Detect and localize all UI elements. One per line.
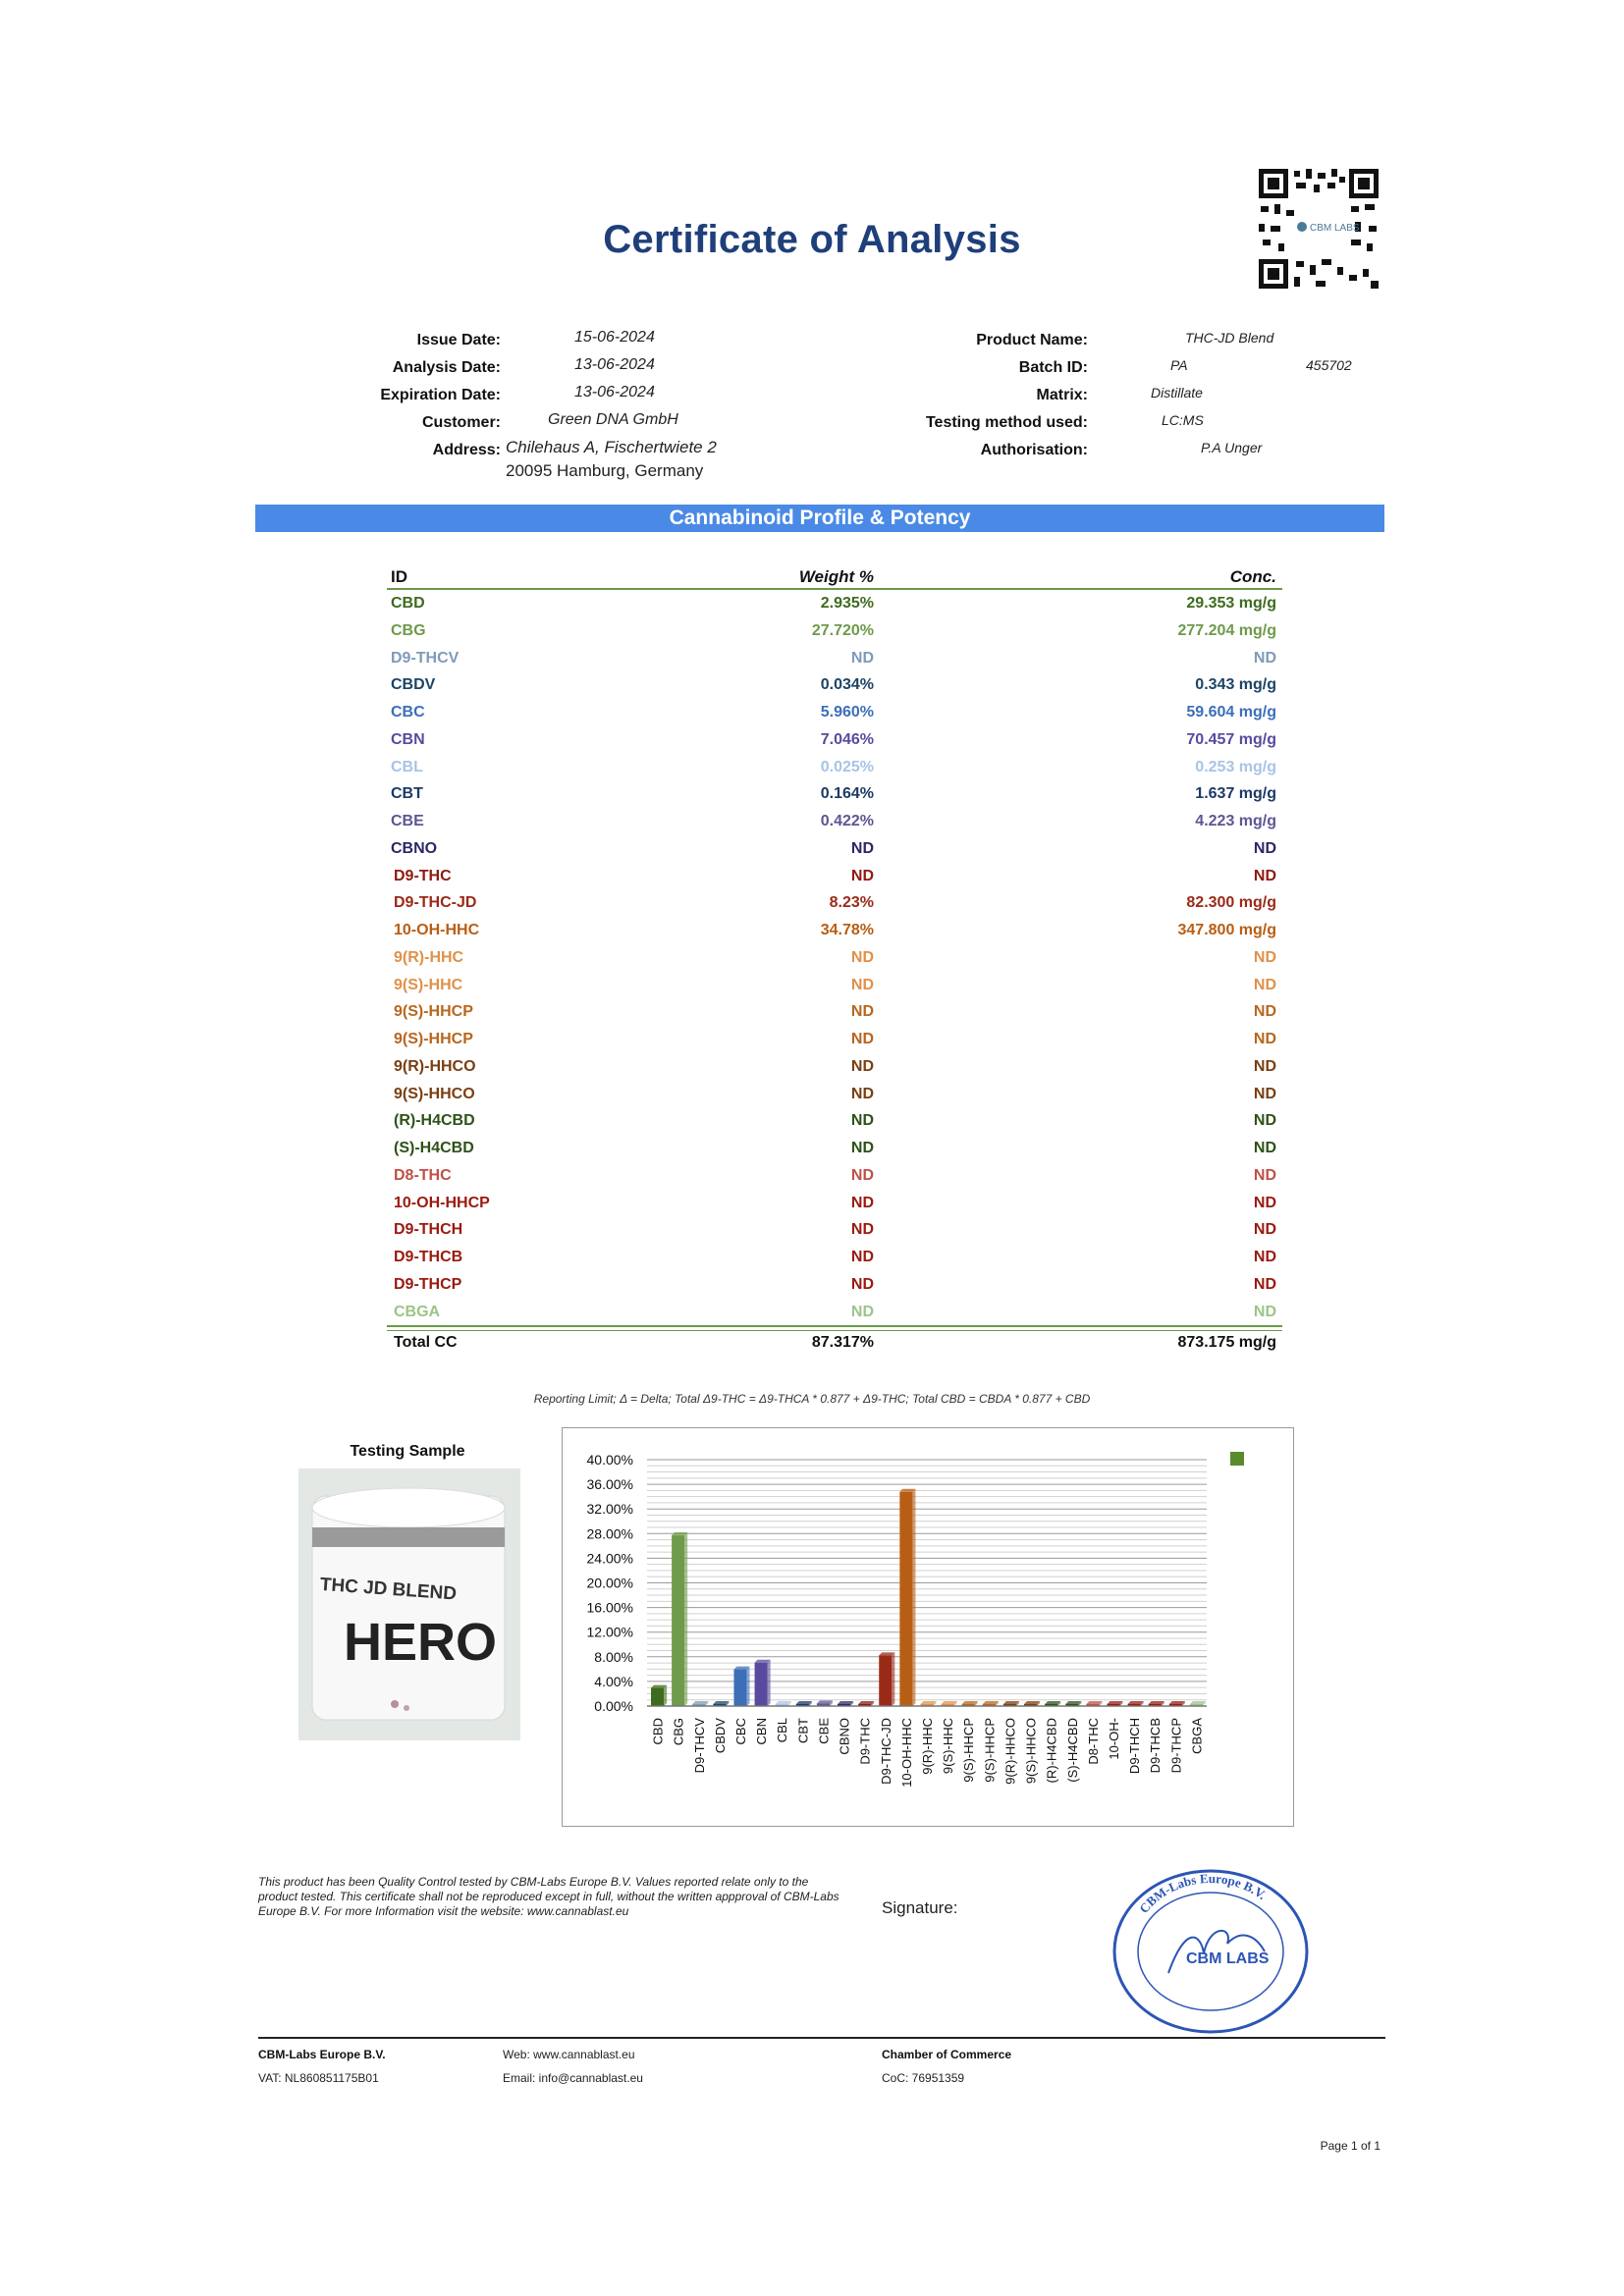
row-conc: ND [1253,1112,1276,1129]
x-tick-label: D9-THCP [1168,1718,1184,1774]
row-id: 10-OH-HHCP [394,1195,490,1211]
analysis-date-value: 13-06-2024 [574,356,655,373]
bar [879,1655,892,1706]
row-id: 9(S)-HHCO [394,1086,475,1102]
reporting-note: Reporting Limit; Δ = Delta; Total Δ9-THC = Δ9-THCA * 0.877 + Δ9-THC; Total CBD = CBDA * 0.877 + CBD [533,1392,1091,1406]
row-weight: ND [850,868,874,884]
row-conc: ND [1253,977,1276,993]
bar-side [684,1532,687,1706]
row-conc: 29.353 mg/g [1186,595,1276,612]
x-tick-label: 10-OH- [1107,1718,1121,1760]
row-id: D9-THCP [394,1276,462,1293]
row-id: CBGA [394,1304,441,1320]
legend-swatch [1230,1452,1244,1466]
authorisation-value: P.A Unger [1201,440,1263,455]
page-number: Page 1 of 1 [1320,2139,1380,2153]
expiration-date-label: Expiration Date: [380,387,501,403]
row-conc: 1.637 mg/g [1195,785,1276,802]
row-id: 10-OH-HHC [394,922,480,938]
footer-vat: VAT: NL860851175B01 [258,2071,379,2085]
row-conc: ND [1253,650,1276,667]
section-header: Cannabinoid Profile & Potency [255,505,1384,532]
bar [672,1535,684,1706]
row-weight: 27.720% [811,622,874,639]
row-conc: ND [1253,1249,1276,1265]
row-weight: ND [850,1112,874,1129]
row-weight: ND [850,1003,874,1020]
bar-side [747,1667,750,1706]
customer-value: Green DNA GmbH [548,411,678,428]
row-id: CBDV [391,676,436,693]
row-conc: 277.204 mg/g [1177,622,1276,639]
x-tick-label: D9-THCB [1148,1718,1164,1774]
row-weight: 7.046% [820,731,874,748]
footer-email: Email: info@cannablast.eu [503,2071,643,2085]
x-tick-label: 10-OH-HHC [898,1718,914,1788]
matrix-value: Distillate [1151,385,1203,400]
address-label: Address: [432,442,501,458]
issue-date-label: Issue Date: [416,332,501,348]
bar-side [768,1660,771,1706]
x-tick-label: D9-THC-JD [878,1718,893,1785]
sample-photo [298,1468,520,1740]
x-tick-label: CBC [733,1718,748,1745]
x-tick-label: 9(R)-HHC [920,1718,935,1775]
total-line-bottom [387,1330,1282,1331]
row-conc: 347.800 mg/g [1177,922,1276,938]
svg-text:THC JD BLEND: THC JD BLEND [319,1574,458,1605]
row-weight: 8.23% [829,894,874,911]
expiration-date-value: 13-06-2024 [574,384,655,400]
row-conc: 4.223 mg/g [1195,813,1276,829]
y-tick-label: 0.00% [594,1698,633,1714]
x-tick-label: CBD [650,1718,666,1745]
row-weight: ND [850,650,874,667]
address-line1: Chilehaus A, Fischertwiete 2 [506,438,717,456]
row-id: D9-THC [394,868,452,884]
qr-code-icon [1257,167,1380,291]
row-weight: ND [850,840,874,857]
bar [755,1663,768,1706]
x-tick-label: D9-THCH [1127,1718,1143,1775]
row-conc: ND [1253,868,1276,884]
row-id: 9(S)-HHC [394,977,463,993]
batch-id-label: Batch ID: [1018,359,1088,376]
row-conc: ND [1253,949,1276,966]
product-name-label: Product Name: [976,332,1088,348]
x-tick-label: CBN [754,1718,770,1745]
bar [733,1670,746,1706]
row-weight: 0.034% [820,676,874,693]
x-tick-label: CBNO [837,1718,852,1755]
y-tick-label: 8.00% [594,1648,633,1665]
row-weight: 0.164% [820,785,874,802]
footer-divider [258,2037,1385,2039]
svg-text:CBM-Labs Europe B.V.: CBM-Labs Europe B.V. [1136,1870,1270,1916]
x-tick-label: 9(R)-HHCO [1002,1718,1018,1785]
bar-chart [563,1428,1293,1826]
bar-side [912,1489,915,1706]
row-weight: ND [850,949,874,966]
svg-text:HERO: HERO [344,1613,498,1672]
y-tick-label: 24.00% [586,1550,633,1567]
x-tick-label: CBG [671,1718,686,1746]
row-weight: 0.422% [820,813,874,829]
row-weight: ND [850,1195,874,1211]
row-conc: ND [1253,1031,1276,1047]
row-id: CBN [391,731,425,748]
x-tick-label: D9-THC [857,1718,873,1765]
product-name-value: THC-JD Blend [1185,330,1274,346]
row-id: (R)-H4CBD [394,1112,475,1129]
x-tick-label: 9(S)-HHC [941,1718,956,1775]
signature-label: Signature: [882,1898,958,1917]
row-id: CBT [391,785,423,802]
x-tick-label: 9(S)-HHCO [1023,1718,1039,1785]
x-tick-label: (S)-H4CBD [1064,1718,1080,1783]
potency-chart [562,1427,1294,1827]
row-id: CBD [391,595,425,612]
row-conc: 82.300 mg/g [1186,894,1276,911]
footer-web: Web: www.cannablast.eu [503,2048,635,2061]
row-weight: ND [850,977,874,993]
row-weight: ND [850,1058,874,1075]
row-conc: 70.457 mg/g [1186,731,1276,748]
matrix-label: Matrix: [1036,387,1088,403]
bar-side [892,1652,894,1706]
footer-company: CBM-Labs Europe B.V. [258,2048,386,2061]
x-tick-label: D9-THCV [691,1718,707,1774]
row-weight: ND [850,1086,874,1102]
row-id: CBC [391,704,425,721]
x-tick-label: CBGA [1189,1718,1205,1754]
row-id: CBE [391,813,424,829]
total-conc: 873.175 mg/g [1177,1334,1276,1351]
col-header-conc: Conc. [1229,567,1276,586]
row-id: 9(S)-HHCP [394,1003,473,1020]
x-tick-label: CBL [775,1718,790,1743]
batch-id-value: PA [1170,357,1188,373]
y-tick-label: 28.00% [586,1525,633,1542]
authorisation-label: Authorisation: [980,442,1088,458]
row-id: 9(S)-HHCP [394,1031,473,1047]
footer-coc: CoC: 76951359 [882,2071,965,2085]
row-id: D9-THC-JD [394,894,477,911]
page-title: Certificate of Analysis [603,218,1021,261]
row-weight: ND [850,1249,874,1265]
row-conc: ND [1253,1221,1276,1238]
testing-method-value: LC:MS [1162,412,1204,428]
row-id: D8-THC [394,1167,452,1184]
y-tick-label: 36.00% [586,1476,633,1493]
total-label: Total CC [394,1334,458,1351]
customer-label: Customer: [421,414,501,431]
x-tick-label: CBDV [712,1718,728,1754]
footer-chamber: Chamber of Commerce [882,2048,1012,2061]
row-weight: ND [850,1140,874,1156]
row-weight: 34.78% [820,922,874,938]
bar [651,1688,664,1706]
row-conc: ND [1253,1058,1276,1075]
analysis-date-label: Analysis Date: [392,359,501,376]
y-tick-label: 32.00% [586,1501,633,1518]
row-conc: 59.604 mg/g [1186,704,1276,721]
address-line2: 20095 Hamburg, Germany [506,461,704,480]
row-conc: ND [1253,1086,1276,1102]
y-tick-label: 16.00% [586,1599,633,1616]
total-weight: 87.317% [811,1334,874,1351]
y-tick-label: 20.00% [586,1575,633,1591]
y-tick-label: 12.00% [586,1624,633,1640]
row-weight: ND [850,1031,874,1047]
total-line-top [387,1325,1282,1327]
row-id: 9(R)-HHC [394,949,464,966]
row-id: D9-THCV [391,650,460,667]
x-tick-label: CBT [795,1718,811,1743]
row-id: CBG [391,622,426,639]
svg-text:CBM LABS: CBM LABS [1186,1950,1270,1967]
row-conc: ND [1253,1140,1276,1156]
row-id: (S)-H4CBD [394,1140,474,1156]
row-weight: ND [850,1304,874,1320]
row-conc: ND [1253,1195,1276,1211]
x-tick-label: 9(S)-HHCP [961,1718,977,1783]
x-tick-label: 9(S)-HHCP [982,1718,998,1783]
y-tick-label: 40.00% [586,1452,633,1468]
row-weight: ND [850,1167,874,1184]
row-conc: ND [1253,1003,1276,1020]
x-tick-label: D8-THC [1085,1718,1101,1765]
row-id: 9(R)-HHCO [394,1058,476,1075]
row-weight: ND [850,1221,874,1238]
issue-date-value: 15-06-2024 [574,329,655,346]
row-conc: 0.343 mg/g [1195,676,1276,693]
bar [899,1492,912,1706]
svg-text:CBM LABS: CBM LABS [1310,223,1360,234]
row-conc: 0.253 mg/g [1195,759,1276,775]
row-conc: ND [1253,1167,1276,1184]
row-weight: ND [850,1276,874,1293]
row-weight: 2.935% [820,595,874,612]
row-id: D9-THCH [394,1221,463,1238]
col-header-weight: Weight % [798,567,874,586]
row-id: D9-THCB [394,1249,463,1265]
x-tick-label: (R)-H4CBD [1044,1718,1059,1784]
y-tick-label: 4.00% [594,1673,633,1689]
testing-method-label: Testing method used: [925,414,1088,431]
x-tick-label: CBE [816,1718,832,1744]
row-weight: 0.025% [820,759,874,775]
row-weight: 5.960% [820,704,874,721]
header-underline [387,588,1282,590]
sample-title: Testing Sample [350,1443,465,1460]
row-id: CBL [391,759,423,775]
row-conc: ND [1253,840,1276,857]
row-conc: ND [1253,1304,1276,1320]
official-stamp [1108,1865,1314,2037]
bar-side [664,1685,667,1706]
batch-id-number: 455702 [1306,357,1352,373]
row-id: CBNO [391,840,438,857]
col-header-id: ID [391,567,407,586]
row-conc: ND [1253,1276,1276,1293]
disclaimer: This product has been Quality Control tested by CBM-Labs Europe B.V. Values reported relate only to the product tested. This certificate shall not be reproduced except in full, without the written appproval of CBM-Labs Europe B.V. For more Information visit the website: www.cannablast.eu [258,1875,839,1918]
